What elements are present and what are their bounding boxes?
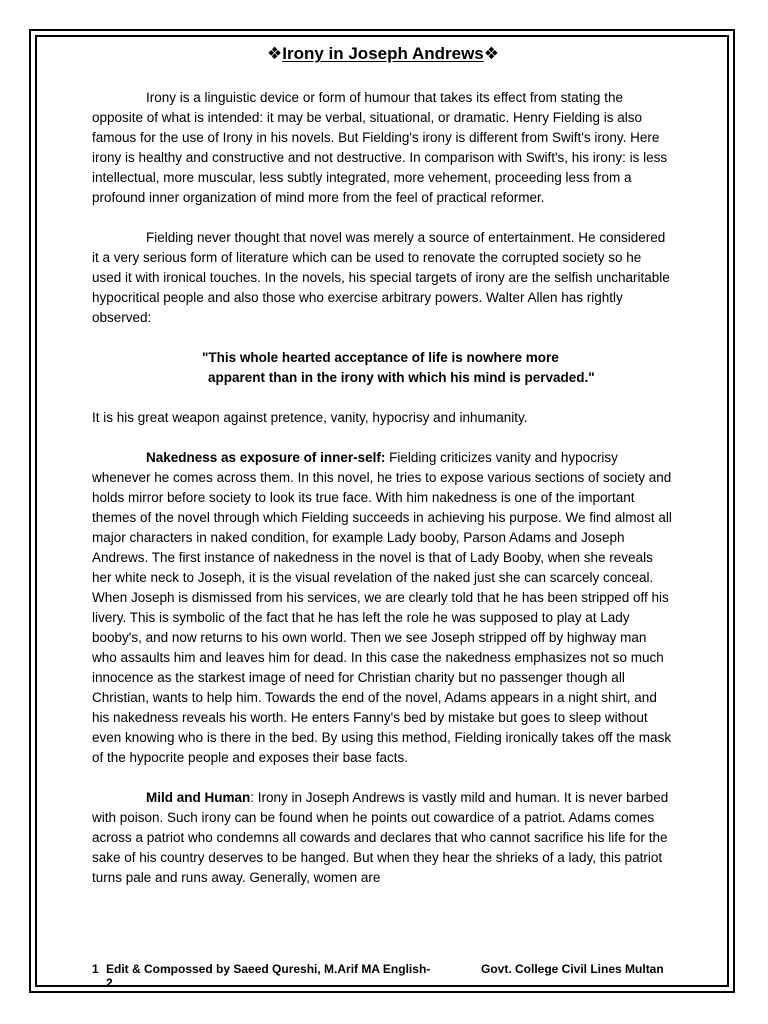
section-heading-mild: Mild and Human [146,790,251,805]
quote-line-2: apparent than in the irony with which his mind is pervaded." [208,370,595,385]
section-text-mild: : Irony in Joseph Andrews is vastly mild and human. It is never barbed with poison. Such irony can be found when he points out cowardice of a patriot. Adams comes across a patriot who condemns all cowards and declares that who cannot sacrifice his life for the sake of his country deserves to be hanged. But when they hear the shrieks of a lady, this patriot turns pale and runs away. Generally, women are [92,790,669,885]
paragraph-entertainment: Fielding never thought that novel was merely a source of entertainment. He considered it a very serious form of literature which can be used to renovate the corrupted society so he used it with ironical touches. In the novels, his special targets of irony are the selfish uncharitable hypocritical people and also those who exercise arbitrary powers. Walter Allen has rightly observed: [92,230,670,325]
block-quote [92,348,674,388]
page-number: 1 [92,962,99,976]
paragraph-mild-human [92,788,674,888]
diamond-ornament-icon: ❖ [266,44,283,63]
section-heading-nakedness: Nakedness as exposure of inner-self: [146,450,386,465]
title-text: Irony in Joseph Andrews [282,44,484,63]
document-body [92,44,674,888]
paragraph-weapon: It is his great weapon against pretence, vanity, hypocrisy and inhumanity. [92,410,528,425]
page-footer [92,962,672,990]
paragraph-nakedness [92,448,674,768]
section-text-nakedness: Fielding criticizes vanity and hypocrisy whenever he comes across them. In this novel, he tries to expose various sections of society and holds mirror before society to look its true face. With him nakedness is one of the important themes of the novel through which Fielding succeeds in achieving his purpose. We find almost all major characters in naked condition, for example Lady booby, Parson Adams and Joseph Andrews. The first instance of nakedness in the novel is that of Lady Booby, when she reveals her white neck to Joseph, it is the visual revelation of the naked just she can scarcely conceal. When Joseph is dismissed from his services, we are clearly told that he has been stripped off his livery. This is symbolic of the fact that he has left the role he was supposed to play at Lady booby's, and now returns to his own world. Then we see Joseph stripped off by highway man who assaults him and leaves him for dead. In this case the nakedness emphasizes not so much innocence as the starkest image of need for Christian charity but no passenger though all Christian, wants to help him. Towards the end of the novel, Adams appears in a night shirt, and his nakedness reveals his worth. He enters Fanny's bed by mistake but goes to sleep without even knowing who is there in the bed. By using this method, Fielding ironically takes off the mask of the hypocrite people and exposes their base facts. [92,450,672,765]
paragraph-intro: Irony is a linguistic device or form of humour that takes its effect from stating the opposite of what is intended: it may be verbal, situational, or dramatic. Henry Fielding is also famous for the use of Irony in his novels. But Fielding's irony is different from Swift's irony. Here irony is healthy and constructive and not destructive. In comparison with Swift's, his irony: is less intellectual, more muscular, less subtly integrated, more vehement, proceeding less from a profound inner organization of mind more from the feel of practical reformer. [92,90,668,205]
document-title [92,44,674,64]
quote-line-1: "This whole hearted acceptance of life is nowhere more [202,350,559,365]
footer-college: Govt. College Civil Lines Multan [481,962,664,976]
diamond-ornament-icon: ❖ [483,44,500,63]
footer-credit: Edit & Compossed by Saeed Qureshi, M.Arif MA English-2 [106,962,431,990]
